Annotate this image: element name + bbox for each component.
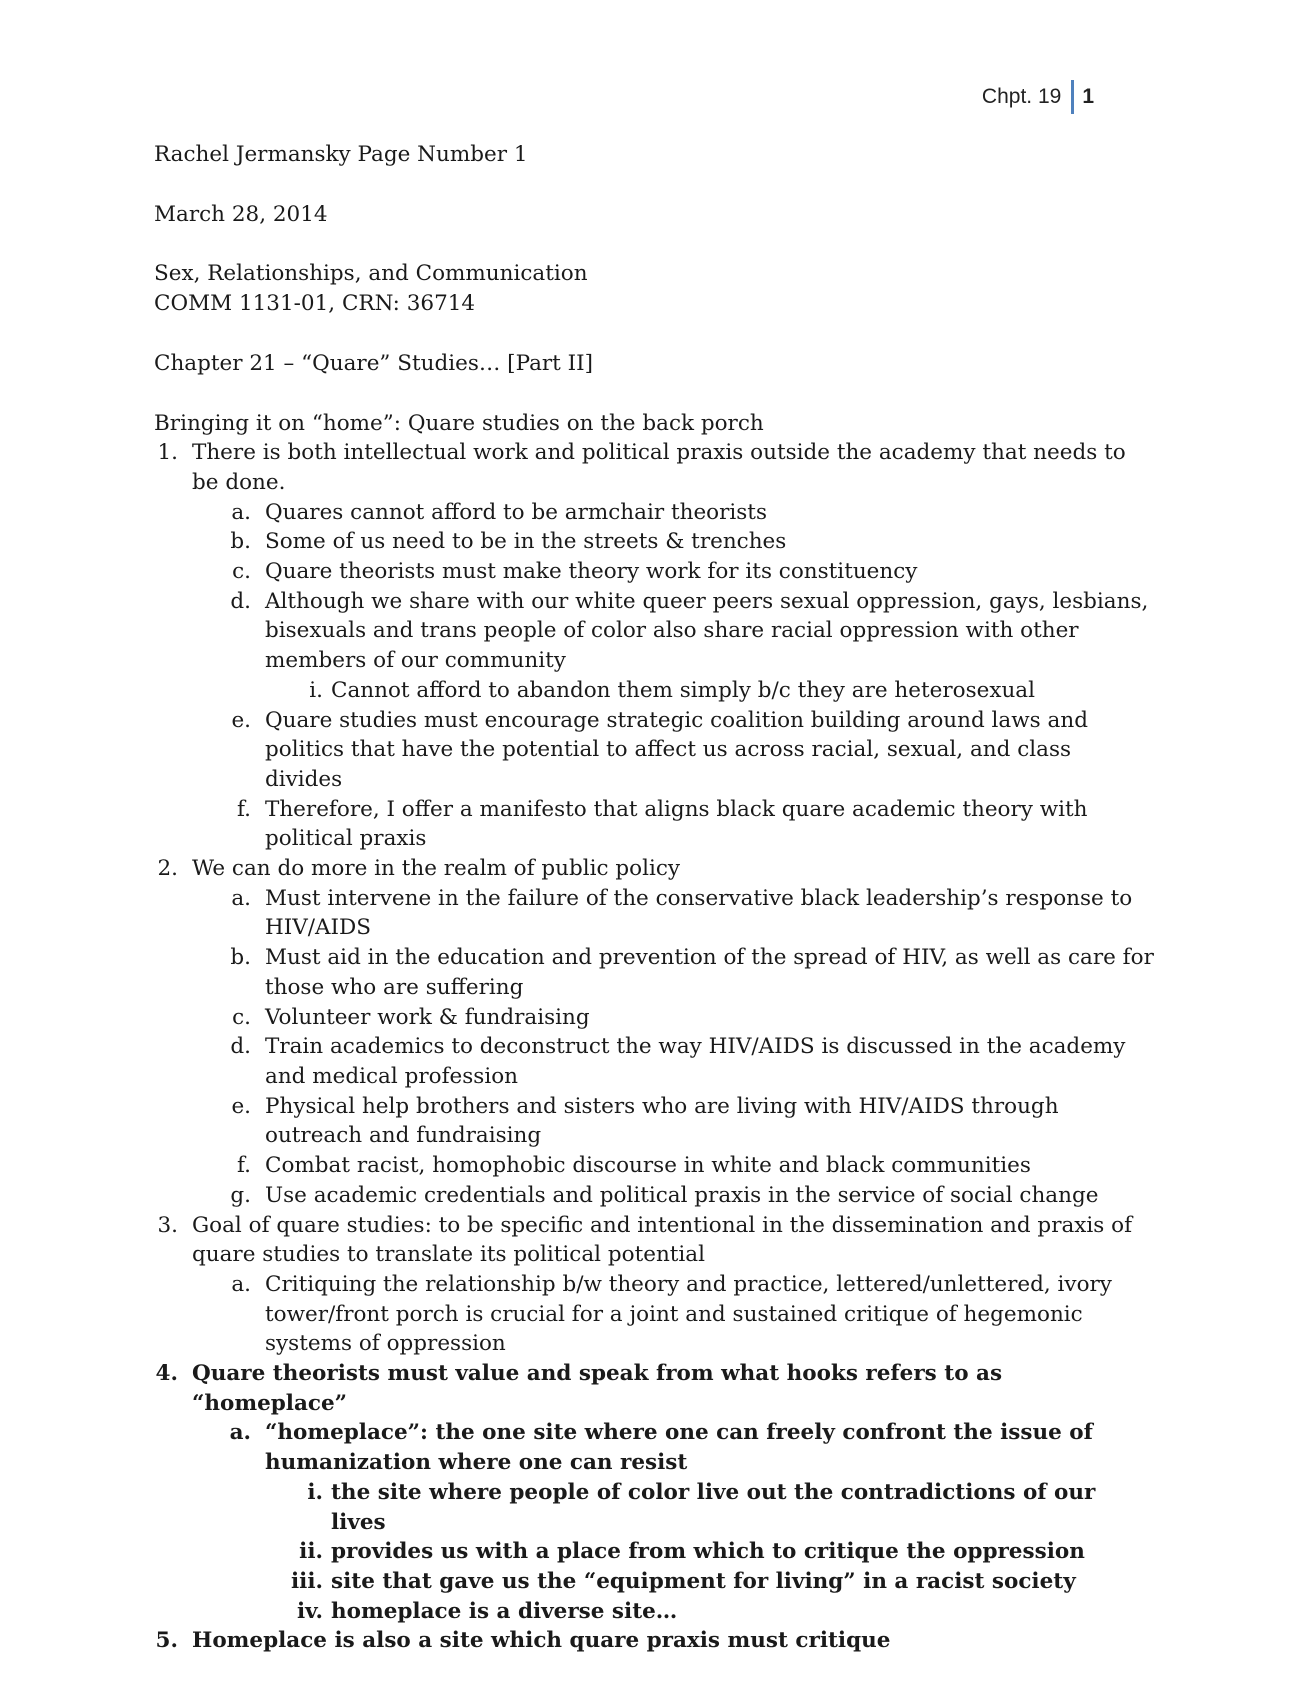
outline-item-level-3	[154, 1537, 1154, 1567]
outline-text: Although we share with our white queer peers sexual oppression, gays, lesbians, bisexuals and trans people of color also share racial oppression with other members of our community	[265, 588, 1149, 674]
outline-marker: a.	[231, 1271, 251, 1297]
outline-marker: e.	[231, 1093, 251, 1119]
outline-item-level-3	[154, 1597, 1154, 1627]
outline-marker: e.	[231, 707, 251, 733]
outline-text: Cannot afford to abandon them simply b/c they are heterosexual	[331, 677, 1035, 703]
outline-text: Quares cannot afford to be armchair theorists	[265, 499, 767, 525]
course-code: COMM 1131-01, CRN: 36714	[154, 291, 476, 317]
outline-item-level-1	[154, 438, 1154, 497]
outline-text: Quare theorists must value and speak from what hooks refers to as “homeplace”	[192, 1361, 1003, 1416]
outline-marker: i.	[307, 1479, 323, 1505]
outline-item-level-2	[154, 943, 1154, 1002]
outline-item-level-2	[154, 795, 1154, 854]
outline-item-level-2	[154, 884, 1154, 943]
header-divider	[1071, 80, 1074, 114]
outline-marker: 1.	[157, 440, 178, 466]
outline-marker: iii.	[291, 1568, 323, 1594]
outline-marker: a.	[229, 1420, 251, 1446]
outline-item-level-2	[154, 1151, 1154, 1181]
outline-item-level-2	[154, 1092, 1154, 1151]
outline-marker: d.	[230, 588, 251, 614]
outline-marker: a.	[231, 885, 251, 911]
outline-marker: b.	[230, 529, 251, 555]
header-chapter: Chpt. 19	[981, 85, 1062, 108]
outline-text: Quare theorists must make theory work for its constituency	[265, 559, 918, 585]
outline-text: Homeplace is also a site which quare praxis must critique	[192, 1628, 891, 1654]
course-title: Sex, Relationships, and Communication	[154, 261, 588, 287]
outline-item-level-1	[154, 854, 1154, 884]
outline-text: There is both intellectual work and political praxis outside the academy that needs to be done.	[192, 440, 1126, 495]
outline-item-level-2	[154, 587, 1154, 676]
outline-marker: f.	[236, 1153, 251, 1179]
outline-text: Physical help brothers and sisters who are living with HIV/AIDS through outreach and fundraising	[265, 1093, 1059, 1149]
outline-text: homeplace is a diverse site…	[331, 1598, 678, 1624]
outline-item-level-2	[154, 1003, 1154, 1033]
chapter-title: Chapter 21 – “Quare” Studies… [Part II]	[154, 350, 594, 376]
outline-text: Volunteer work & fundraising	[265, 1004, 590, 1030]
page-header	[982, 80, 1094, 114]
outline-text: Critiquing the relationship b/w theory and practice, lettered/unlettered, ivory tower/front porch is crucial for a joint and sustained critique of hegemonic systems of oppression	[265, 1271, 1112, 1357]
outline-item-level-3	[154, 676, 1154, 706]
outline-marker: 5.	[155, 1628, 178, 1654]
outline-item-level-2	[154, 1270, 1154, 1359]
outline-text: Some of us need to be in the streets & trenches	[265, 529, 787, 555]
outline-text: Must aid in the education and prevention of the spread of HIV, as well as care for those who are suffering	[265, 945, 1154, 1000]
outline-item-level-2	[154, 557, 1154, 587]
document-body	[154, 140, 1154, 1656]
outline-marker: 2.	[157, 856, 178, 882]
outline-text: “homeplace”: the one site where one can freely confront the issue of humanization where one can resist	[265, 1420, 1093, 1476]
outline-text: Quare studies must encourage strategic coalition building around laws and politics that have the potential to affect us across racial, sexual, and class divides	[265, 707, 1088, 792]
outline-item-level-2	[154, 527, 1154, 557]
outline-marker: c.	[232, 559, 251, 585]
header-page-number: 1	[1082, 85, 1094, 108]
outline-item-level-3	[154, 1567, 1154, 1597]
outline-item-level-3	[154, 1478, 1154, 1537]
outline-marker: f.	[236, 796, 251, 822]
outline-item-level-1	[154, 1211, 1154, 1270]
outline-text: provides us with a place from which to critique the oppression	[331, 1539, 1085, 1565]
outline-text: Must intervene in the failure of the conservative black leadership’s response to HIV/AIDS	[265, 885, 1133, 941]
outline-marker: c.	[232, 1004, 251, 1030]
outline-marker: 3.	[157, 1212, 178, 1238]
outline-marker: b.	[230, 945, 251, 971]
outline-list	[154, 438, 1154, 1656]
outline-marker: d.	[230, 1034, 251, 1060]
outline-item-level-1	[154, 1626, 1154, 1656]
outline-text: Therefore, I offer a manifesto that aligns black quare academic theory with political praxis	[265, 796, 1088, 852]
outline-text: the site where people of color live out the contradictions of our lives	[331, 1479, 1096, 1535]
date-line: March 28, 2014	[154, 201, 328, 227]
outline-marker: 4.	[155, 1361, 178, 1387]
outline-item-level-2	[154, 1418, 1154, 1477]
outline-marker: iv.	[297, 1598, 323, 1624]
outline-item-level-2	[154, 498, 1154, 528]
section-heading: Bringing it on “home”: Quare studies on the back porch	[154, 410, 764, 436]
author-line: Rachel Jermansky Page Number 1	[154, 142, 528, 167]
outline-marker: a.	[231, 499, 251, 525]
outline-text: Use academic credentials and political praxis in the service of social change	[265, 1182, 1099, 1208]
outline-text: We can do more in the realm of public policy	[192, 856, 681, 882]
outline-text: Train academics to deconstruct the way HIV/AIDS is discussed in the academy and medical profession	[265, 1034, 1126, 1089]
outline-marker: i.	[309, 677, 323, 703]
outline-text: Combat racist, homophobic discourse in white and black communities	[265, 1153, 1031, 1179]
outline-text: Goal of quare studies: to be specific and intentional in the dissemination and praxis of quare studies to translate its political potential	[192, 1212, 1133, 1268]
outline-item-level-2	[154, 1032, 1154, 1091]
outline-item-level-1	[154, 1359, 1154, 1418]
outline-item-level-2	[154, 1181, 1154, 1211]
outline-text: site that gave us the “equipment for living” in a racist society	[331, 1568, 1076, 1594]
outline-marker: ii.	[299, 1539, 323, 1565]
outline-marker: g.	[230, 1182, 251, 1208]
outline-item-level-2	[154, 706, 1154, 795]
